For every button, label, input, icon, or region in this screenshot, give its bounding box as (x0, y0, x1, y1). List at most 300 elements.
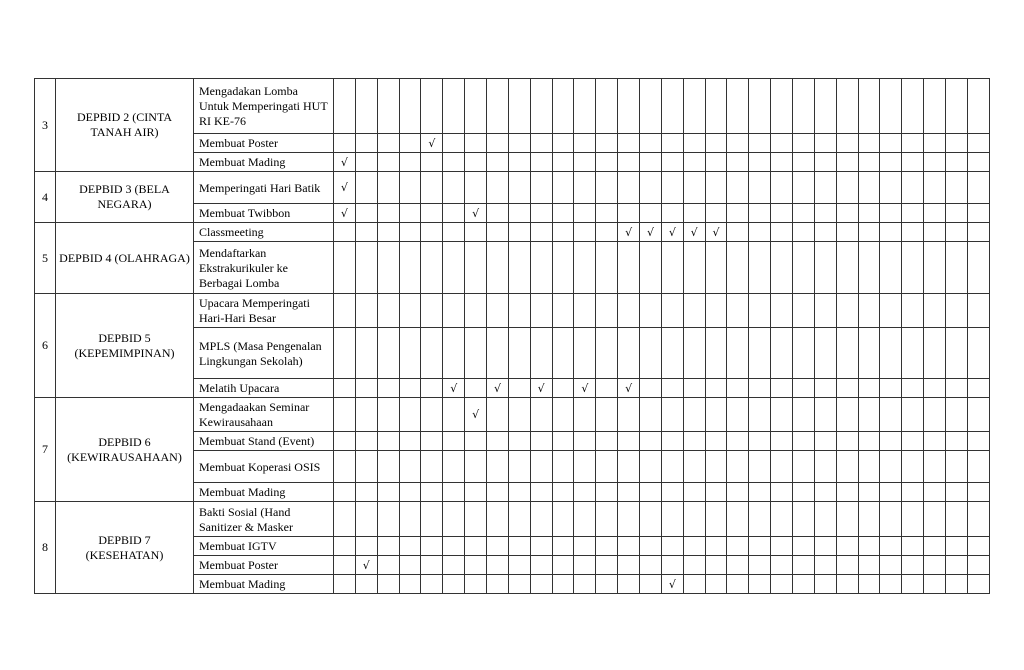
schedule-cell (749, 483, 771, 502)
schedule-cell (858, 556, 880, 575)
schedule-cell (749, 172, 771, 204)
schedule-cell (902, 379, 924, 398)
schedule-cell (552, 134, 574, 153)
table-row (35, 502, 990, 537)
schedule-cell (640, 432, 662, 451)
schedule-cell (814, 153, 836, 172)
schedule-cell (946, 172, 968, 204)
schedule-cell (508, 575, 530, 594)
schedule-cell (814, 556, 836, 575)
schedule-cell (377, 134, 399, 153)
schedule-cell (902, 134, 924, 153)
schedule-cell (814, 223, 836, 242)
schedule-cell (924, 204, 946, 223)
check-mark: √ (421, 134, 443, 153)
schedule-cell (443, 537, 465, 556)
schedule-cell (727, 223, 749, 242)
schedule-cell (880, 223, 902, 242)
schedule-cell (399, 79, 421, 134)
schedule-cell (814, 204, 836, 223)
schedule-cell (552, 153, 574, 172)
schedule-cell (443, 223, 465, 242)
schedule-cell (552, 432, 574, 451)
schedule-cell (946, 134, 968, 153)
schedule-cell (793, 398, 815, 432)
schedule-cell (552, 242, 574, 294)
schedule-cell (334, 483, 356, 502)
schedule-cell (858, 204, 880, 223)
schedule-cell (574, 79, 596, 134)
schedule-cell (465, 556, 487, 575)
schedule-cell (924, 502, 946, 537)
schedule-cell (487, 204, 509, 223)
schedule-cell (596, 537, 618, 556)
schedule-cell (661, 294, 683, 328)
check-mark: √ (465, 204, 487, 223)
schedule-cell (574, 294, 596, 328)
schedule-cell (508, 294, 530, 328)
schedule-cell (967, 379, 989, 398)
schedule-cell (465, 451, 487, 483)
table-row (35, 79, 990, 134)
schedule-cell (421, 537, 443, 556)
schedule-cell (661, 556, 683, 575)
schedule-cell (596, 242, 618, 294)
schedule-cell (552, 204, 574, 223)
schedule-cell (596, 575, 618, 594)
schedule-cell (355, 537, 377, 556)
schedule-cell (880, 502, 902, 537)
schedule-cell (967, 172, 989, 204)
schedule-cell (530, 79, 552, 134)
schedule-cell (902, 575, 924, 594)
schedule-cell (377, 537, 399, 556)
schedule-cell (793, 242, 815, 294)
schedule-cell (487, 575, 509, 594)
check-mark: √ (487, 379, 509, 398)
schedule-cell (399, 483, 421, 502)
schedule-cell (355, 575, 377, 594)
schedule-cell (880, 575, 902, 594)
schedule-cell (814, 432, 836, 451)
schedule-cell (683, 502, 705, 537)
department-name: DEPBID 7 (KESEHATAN) (56, 502, 194, 594)
schedule-cell (946, 153, 968, 172)
schedule-cell (465, 242, 487, 294)
schedule-cell (596, 502, 618, 537)
schedule-cell (421, 242, 443, 294)
schedule-cell (967, 537, 989, 556)
schedule-cell (967, 575, 989, 594)
check-mark: √ (661, 223, 683, 242)
schedule-cell (596, 223, 618, 242)
schedule-cell (399, 242, 421, 294)
schedule-cell (661, 537, 683, 556)
schedule-cell (421, 379, 443, 398)
activity-name: Membuat Mading (194, 575, 334, 594)
schedule-cell (399, 432, 421, 451)
schedule-cell (705, 451, 727, 483)
schedule-cell (465, 328, 487, 379)
schedule-cell (967, 398, 989, 432)
schedule-cell (640, 483, 662, 502)
schedule-cell (683, 328, 705, 379)
schedule-cell (487, 294, 509, 328)
schedule-cell (771, 432, 793, 451)
schedule-cell (552, 537, 574, 556)
schedule-cell (924, 398, 946, 432)
schedule-cell (727, 398, 749, 432)
schedule-cell (334, 502, 356, 537)
schedule-cell (683, 79, 705, 134)
schedule-cell (487, 242, 509, 294)
schedule-cell (661, 451, 683, 483)
schedule-cell (902, 432, 924, 451)
check-mark: √ (334, 172, 356, 204)
schedule-cell (946, 379, 968, 398)
schedule-cell (902, 223, 924, 242)
schedule-cell (727, 502, 749, 537)
schedule-cell (399, 398, 421, 432)
schedule-cell (596, 432, 618, 451)
schedule-cell (443, 134, 465, 153)
schedule-cell (618, 483, 640, 502)
schedule-cell (836, 223, 858, 242)
schedule-cell (771, 483, 793, 502)
table-row (35, 223, 990, 242)
schedule-cell (880, 328, 902, 379)
schedule-cell (880, 451, 902, 483)
schedule-cell (793, 134, 815, 153)
schedule-cell (902, 204, 924, 223)
schedule-cell (880, 432, 902, 451)
schedule-cell (334, 451, 356, 483)
schedule-cell (618, 204, 640, 223)
schedule-cell (334, 328, 356, 379)
schedule-cell (530, 223, 552, 242)
schedule-cell (705, 556, 727, 575)
schedule-cell (771, 379, 793, 398)
schedule-cell (596, 153, 618, 172)
schedule-cell (727, 556, 749, 575)
schedule-cell (552, 483, 574, 502)
activity-name: Membuat Stand (Event) (194, 432, 334, 451)
schedule-cell (640, 556, 662, 575)
schedule-cell (443, 502, 465, 537)
schedule-cell (727, 451, 749, 483)
schedule-cell (443, 172, 465, 204)
schedule-cell (465, 153, 487, 172)
schedule-cell (946, 79, 968, 134)
schedule-cell (618, 502, 640, 537)
schedule-cell (355, 242, 377, 294)
schedule-cell (377, 204, 399, 223)
schedule-cell (530, 575, 552, 594)
check-mark: √ (705, 223, 727, 242)
schedule-cell (749, 379, 771, 398)
schedule-cell (508, 556, 530, 575)
schedule-cell (596, 294, 618, 328)
department-name: DEPBID 6 (KEWIRAUSAHAAN) (56, 398, 194, 502)
schedule-cell (880, 483, 902, 502)
schedule-cell (836, 432, 858, 451)
schedule-cell (946, 556, 968, 575)
schedule-cell (399, 172, 421, 204)
schedule-cell (880, 537, 902, 556)
schedule-cell (946, 242, 968, 294)
schedule-cell (465, 502, 487, 537)
schedule-cell (399, 502, 421, 537)
schedule-cell (967, 153, 989, 172)
schedule-cell (355, 483, 377, 502)
schedule-cell (596, 398, 618, 432)
schedule-cell (771, 223, 793, 242)
schedule-cell (618, 153, 640, 172)
schedule-cell (836, 556, 858, 575)
activity-name: Melatih Upacara (194, 379, 334, 398)
schedule-cell (749, 398, 771, 432)
schedule-cell (574, 134, 596, 153)
schedule-cell (574, 398, 596, 432)
schedule-cell (902, 483, 924, 502)
schedule-cell (705, 204, 727, 223)
schedule-cell (530, 242, 552, 294)
schedule-cell (683, 483, 705, 502)
schedule-cell (530, 294, 552, 328)
schedule-cell (836, 451, 858, 483)
schedule-cell (793, 451, 815, 483)
schedule-cell (727, 172, 749, 204)
schedule-cell (967, 556, 989, 575)
schedule-cell (902, 328, 924, 379)
schedule-cell (771, 153, 793, 172)
schedule-cell (421, 204, 443, 223)
schedule-cell (377, 432, 399, 451)
schedule-cell (443, 483, 465, 502)
schedule-cell (705, 79, 727, 134)
schedule-cell (640, 575, 662, 594)
schedule-cell (355, 398, 377, 432)
schedule-cell (749, 432, 771, 451)
schedule-cell (530, 328, 552, 379)
schedule-cell (793, 223, 815, 242)
schedule-cell (377, 575, 399, 594)
schedule-cell (552, 79, 574, 134)
schedule-cell (771, 172, 793, 204)
schedule-cell (377, 502, 399, 537)
schedule-cell (574, 556, 596, 575)
schedule-cell (924, 153, 946, 172)
check-mark: √ (683, 223, 705, 242)
schedule-cell (596, 556, 618, 575)
schedule-cell (836, 379, 858, 398)
schedule-cell (858, 432, 880, 451)
schedule-cell (967, 432, 989, 451)
schedule-cell (640, 398, 662, 432)
schedule-cell (552, 379, 574, 398)
schedule-cell (924, 575, 946, 594)
schedule-cell (508, 223, 530, 242)
schedule-cell (749, 153, 771, 172)
schedule-cell (924, 379, 946, 398)
schedule-cell (771, 328, 793, 379)
schedule-cell (399, 134, 421, 153)
schedule-cell (705, 242, 727, 294)
schedule-cell (421, 502, 443, 537)
schedule-cell (858, 451, 880, 483)
schedule-cell (574, 432, 596, 451)
schedule-cell (946, 432, 968, 451)
schedule-cell (836, 398, 858, 432)
schedule-cell (487, 398, 509, 432)
schedule-cell (640, 204, 662, 223)
activity-name: Upacara Memperingati Hari-Hari Besar (194, 294, 334, 328)
schedule-cell (640, 153, 662, 172)
schedule-cell (530, 537, 552, 556)
schedule-cell (683, 537, 705, 556)
schedule-cell (727, 432, 749, 451)
row-number: 3 (35, 79, 56, 172)
schedule-cell (421, 483, 443, 502)
schedule-cell (508, 398, 530, 432)
schedule-cell (902, 556, 924, 575)
schedule-cell (836, 294, 858, 328)
schedule-cell (399, 328, 421, 379)
schedule-cell (487, 134, 509, 153)
schedule-cell (618, 242, 640, 294)
schedule-cell (421, 294, 443, 328)
schedule-cell (355, 204, 377, 223)
schedule-cell (530, 204, 552, 223)
schedule-cell (530, 556, 552, 575)
schedule-cell (967, 328, 989, 379)
schedule-cell (814, 79, 836, 134)
schedule-cell (946, 223, 968, 242)
schedule-cell (508, 379, 530, 398)
schedule-cell (771, 79, 793, 134)
schedule-cell (377, 153, 399, 172)
schedule-cell (924, 242, 946, 294)
schedule-cell (967, 79, 989, 134)
schedule-cell (924, 537, 946, 556)
schedule-cell (377, 223, 399, 242)
schedule-cell (596, 79, 618, 134)
schedule-cell (749, 204, 771, 223)
schedule-cell (705, 432, 727, 451)
schedule-cell (465, 172, 487, 204)
schedule-cell (924, 556, 946, 575)
schedule-cell (771, 537, 793, 556)
schedule-cell (705, 483, 727, 502)
schedule-cell (574, 575, 596, 594)
schedule-cell (683, 204, 705, 223)
schedule-cell (334, 294, 356, 328)
schedule-cell (465, 79, 487, 134)
schedule-cell (683, 575, 705, 594)
schedule-cell (661, 172, 683, 204)
schedule-cell (683, 153, 705, 172)
schedule-cell (399, 379, 421, 398)
check-mark: √ (334, 204, 356, 223)
schedule-cell (771, 134, 793, 153)
schedule-cell (508, 432, 530, 451)
schedule-cell (640, 172, 662, 204)
schedule-cell (377, 328, 399, 379)
schedule-cell (508, 537, 530, 556)
schedule-cell (793, 432, 815, 451)
schedule-cell (771, 502, 793, 537)
schedule-cell (618, 575, 640, 594)
schedule-cell (661, 398, 683, 432)
schedule-cell (487, 79, 509, 134)
schedule-cell (793, 79, 815, 134)
schedule-cell (552, 328, 574, 379)
schedule-cell (880, 242, 902, 294)
schedule-cell (902, 242, 924, 294)
schedule-cell (749, 294, 771, 328)
schedule-cell (814, 134, 836, 153)
schedule-cell (946, 502, 968, 537)
schedule-cell (858, 242, 880, 294)
schedule-cell (508, 328, 530, 379)
schedule-cell (902, 537, 924, 556)
schedule-cell (334, 79, 356, 134)
schedule-cell (967, 294, 989, 328)
department-name: DEPBID 4 (OLAHRAGA) (56, 223, 194, 294)
schedule-cell (661, 328, 683, 379)
schedule-cell (399, 294, 421, 328)
activity-name: Mengadakan Lomba Untuk Memperingati HUT RI KE-76 (194, 79, 334, 134)
schedule-cell (705, 153, 727, 172)
schedule-cell (793, 502, 815, 537)
schedule-cell (858, 328, 880, 379)
schedule-cell (334, 223, 356, 242)
schedule-cell (334, 398, 356, 432)
schedule-cell (771, 556, 793, 575)
schedule-cell (858, 379, 880, 398)
schedule-cell (465, 432, 487, 451)
schedule-cell (946, 575, 968, 594)
table-row (35, 294, 990, 328)
schedule-cell (530, 153, 552, 172)
schedule-cell (793, 294, 815, 328)
schedule-cell (683, 242, 705, 294)
schedule-cell (596, 134, 618, 153)
schedule-cell (443, 398, 465, 432)
schedule-cell (618, 556, 640, 575)
check-mark: √ (618, 379, 640, 398)
schedule-cell (836, 204, 858, 223)
activity-name: Membuat Twibbon (194, 204, 334, 223)
schedule-cell (640, 502, 662, 537)
schedule-cell (508, 483, 530, 502)
schedule-cell (749, 537, 771, 556)
schedule-cell (836, 483, 858, 502)
schedule-cell (421, 328, 443, 379)
schedule-cell (858, 398, 880, 432)
schedule-cell (596, 204, 618, 223)
schedule-cell (814, 537, 836, 556)
schedule-cell (902, 79, 924, 134)
schedule-cell (574, 153, 596, 172)
schedule-cell (508, 172, 530, 204)
schedule-cell (727, 153, 749, 172)
schedule-cell (465, 379, 487, 398)
schedule-cell (552, 451, 574, 483)
schedule-cell (705, 537, 727, 556)
schedule-cell (683, 134, 705, 153)
schedule-cell (967, 451, 989, 483)
